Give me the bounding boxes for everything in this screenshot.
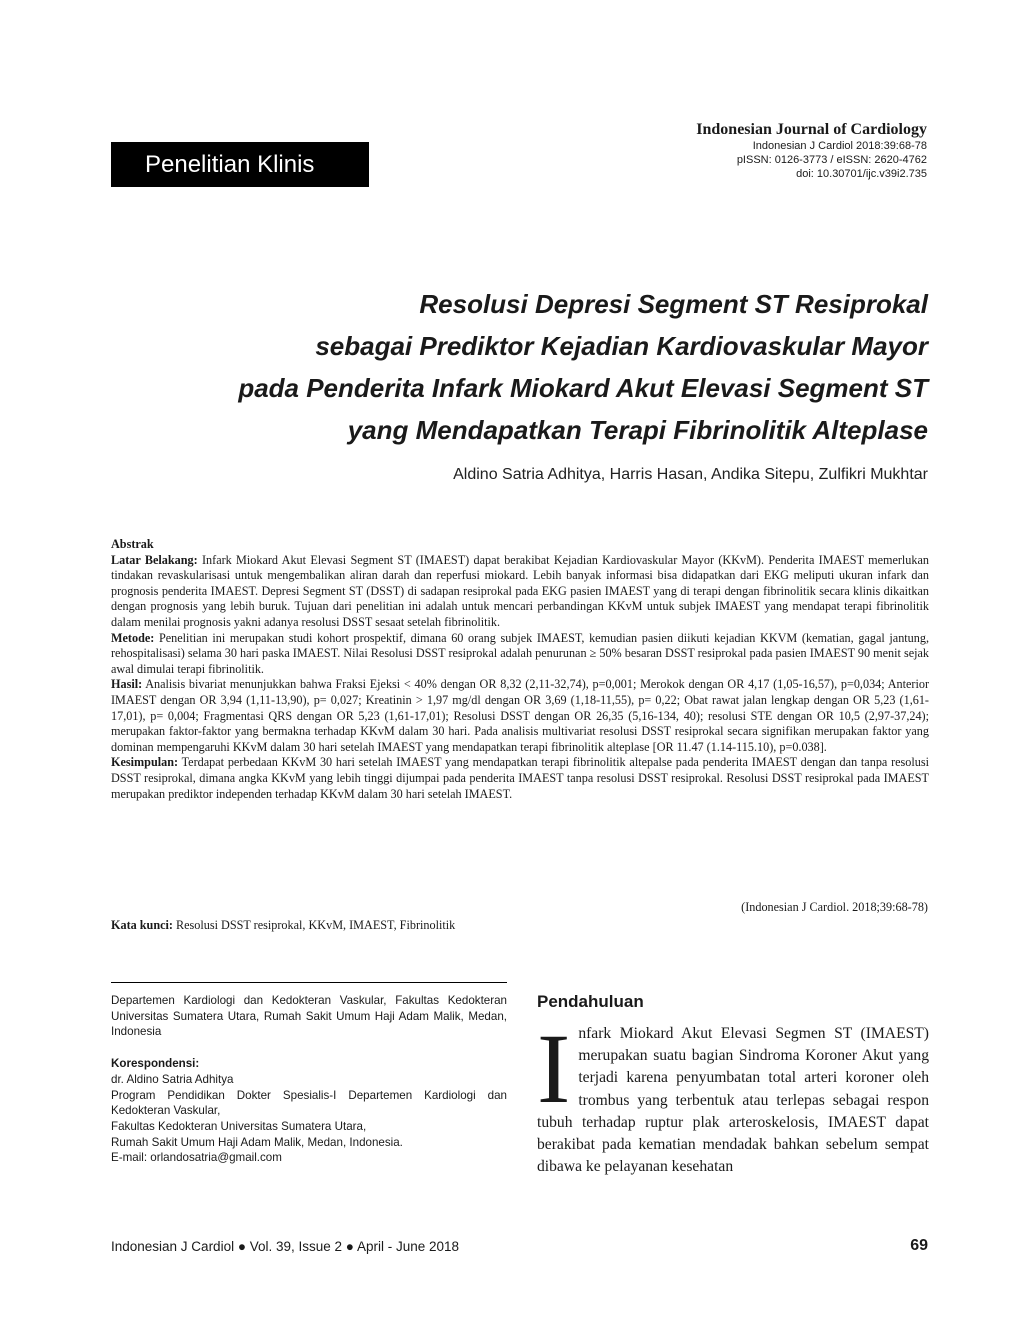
intro-text: nfark Miokard Akut Elevasi Segmen ST (IMAEST) merupakan suatu bagian Sindroma Koroner Akut yang terjadi karena penyumbatan total arteri koroner oleh trombus yang terbentuk atau terlepas sebagai respon tubuh terhadap ruptur plak arteroskelosis, IMAEST dapat berakibat pada kematian mendadak bahkan sebelum sempat dibawa ke pelayanan kesehatan xyxy=(537,1025,929,1176)
journal-doi-line: doi: 10.30701/ijc.v39i2.735 xyxy=(796,168,927,180)
section-label: Hasil: xyxy=(111,677,143,692)
section-label: Penelitian Klinis xyxy=(111,142,369,187)
journal-name: Indonesian Journal of Cardiology xyxy=(696,121,927,138)
section-text: Penelitian ini merupakan studi kohort prospektif, dimana 60 orang subjek IMAEST, kemudian pasien diikuti kejadian KKVM (kematian, gagal jantung, rehospitalisasi) selama 30 hari paska IMAEST. Nilai Resolusi DSST resiprokal adalah penurunan ≥ 50% besaran DSST resiprokal pada pasien IMAEST 90 menit sejak awal dimulai terapi fibrinolitik. xyxy=(111,630,930,676)
section-label: Kesimpulan: xyxy=(111,755,179,770)
journal-issn-line: pISSN: 0126-3773 / eISSN: 2620-4762 xyxy=(736,154,927,166)
intro-body xyxy=(537,1013,929,1178)
affiliation-block xyxy=(111,993,507,1166)
keywords-label: Kata kunci: xyxy=(111,918,173,932)
correspondence-line: Rumah Sakit Umum Haji Adam Malik, Medan, Indonesia. xyxy=(111,1135,403,1149)
journal-citation-line: Indonesian J Cardiol 2018:39:68-78 xyxy=(752,140,927,152)
correspondence-email: E-mail: orlandosatria@gmail.com xyxy=(111,1151,282,1165)
abstract-citation: (Indonesian J Cardiol. 2018;39:68-78) xyxy=(741,900,928,914)
title-line: sebagai Prediktor Kejadian Kardiovaskular Mayor xyxy=(315,331,928,361)
intro-heading: Pendahuluan xyxy=(537,992,644,1011)
section-label: Latar Belakang: xyxy=(111,552,198,567)
section-text: Analisis bivariat menunjukkan bahwa Fraksi Ejeksi < 40% dengan OR 8,32 (2,11-32,74), p=0,001; Merokok dengan OR 4,17 (1,05-16,57), p=0,034; Anterior IMAEST dengan OR 3,94 (1,11-13,90), p= 0,027; Kreatinin > 1,97 mg/dl dengan OR 3,69 (1,18-11,55), p= 0,22; Obat rawat jalan lengkap dengan OR 5,23 (1,61-17,01), p= 0,004; Fragmentasi QRS dengan OR 5,23 (1,61-17,01); Resolusi DSST dengan OR 26,35 (5,16-134, 40); resolusi STE dengan OR 10,5 (2,97-37,24); merupakan faktor-faktor yang bermakna terhadap KKvM dalam 30 hari. Pada analisis multivariat resolusi DSST resiprokal secara signifikan merupakan faktor yang dominan mempengaruhi KKvM dalam 30 hari setelah IMAEST yang mendapatkan terapi fibrinolitik alteplase [OR 11.47 (1.14-115.10), p=0.038]. xyxy=(111,677,929,754)
intro-paragraph xyxy=(537,1013,929,1178)
page-number: 69 xyxy=(910,1237,928,1254)
section-text: Terdapat perbedaan KKvM 30 hari setelah IMAEST yang mendapatkan terapi fibrinolitik altepalse pada penderita IMAEST dengan dan tanpa resolusi DSST resiprokal, dimana angka KKvM yang lebih tinggi dijumpai pada penderita IMAEST tanpa resolusi DSST resiprokal. Resolusi DSST resiprokal pada IMAEST merupakan prediktor independen terhadap KKvM dalam 30 hari setelah IMAEST. xyxy=(111,755,929,801)
correspondence-label: Korespondensi: xyxy=(111,1057,200,1071)
abstract-background xyxy=(111,553,929,631)
abstract xyxy=(111,537,929,802)
abstract-results xyxy=(111,677,929,755)
correspondence-line: Fakultas Kedokteran Universitas Sumatera Utara, xyxy=(111,1119,367,1133)
affiliation-divider xyxy=(111,982,507,983)
abstract-conclusion xyxy=(111,755,929,802)
running-footer: Indonesian J Cardiol ● Vol. 39, Issue 2 ● April - June 2018 xyxy=(111,1239,460,1254)
keywords-text: Resolusi DSST resiprokal, KKvM, IMAEST, Fibrinolitik xyxy=(176,918,456,932)
title-line: yang Mendapatkan Terapi Fibrinolitik Alteplase xyxy=(347,415,928,445)
abstract-methods xyxy=(111,631,929,678)
title-line: pada Penderita Infark Miokard Akut Elevasi Segment ST xyxy=(238,373,928,403)
keywords xyxy=(111,918,455,933)
abstract-heading: Abstrak xyxy=(111,537,154,551)
article-title xyxy=(108,283,928,451)
author-list: Aldino Satria Adhitya, Harris Hasan, Andika Sitepu, Zulfikri Mukhtar xyxy=(453,466,928,483)
title-line: Resolusi Depresi Segment ST Resiprokal xyxy=(419,289,928,319)
correspondence-line: Program Pendidikan Dokter Spesialis-I Departemen Kardiologi dan Kedokteran Vaskular, xyxy=(111,1088,507,1118)
department-affiliation: Departemen Kardiologi dan Kedokteran Vaskular, Fakultas Kedokteran Universitas Sumatera Utara, Rumah Sakit Umum Haji Adam Malik, Medan, Indonesia xyxy=(111,994,507,1039)
section-label: Metode: xyxy=(111,630,155,645)
journal-info xyxy=(696,120,927,181)
dropcap: I xyxy=(537,1013,571,1124)
section-text: Infark Miokard Akut Elevasi Segment ST (IMAEST) dapat berakibat Kejadian Kardiovaskular Mayor (KKvM). Penderita IMAEST memerlukan tindakan revaskularisasi untuk mengembalikan aliran darah dan reperfusi miokard. Lebih banyak informasi bisa didapatkan dari EKG meliputi ukuran infark dan prognosis penderita IMAEST. Depresi Segment ST (DSST) di sadapan resiprokal pada EKG pasien IMAEST yang di terapi dengan fibrinolitik secara klinis dikaitkan dengan prognosis yang lebih buruk. Tujuan dari penelitian ini adalah untuk mencari perbandingan KKvM untuk subjek IMAEST yang mendapat terapi fibrinolitik dalam menilai prognosis yakni adanya resolusi DSST sesaat setelah fibrinolitik. xyxy=(111,552,929,629)
correspondence-line: dr. Aldino Satria Adhitya xyxy=(111,1072,234,1086)
